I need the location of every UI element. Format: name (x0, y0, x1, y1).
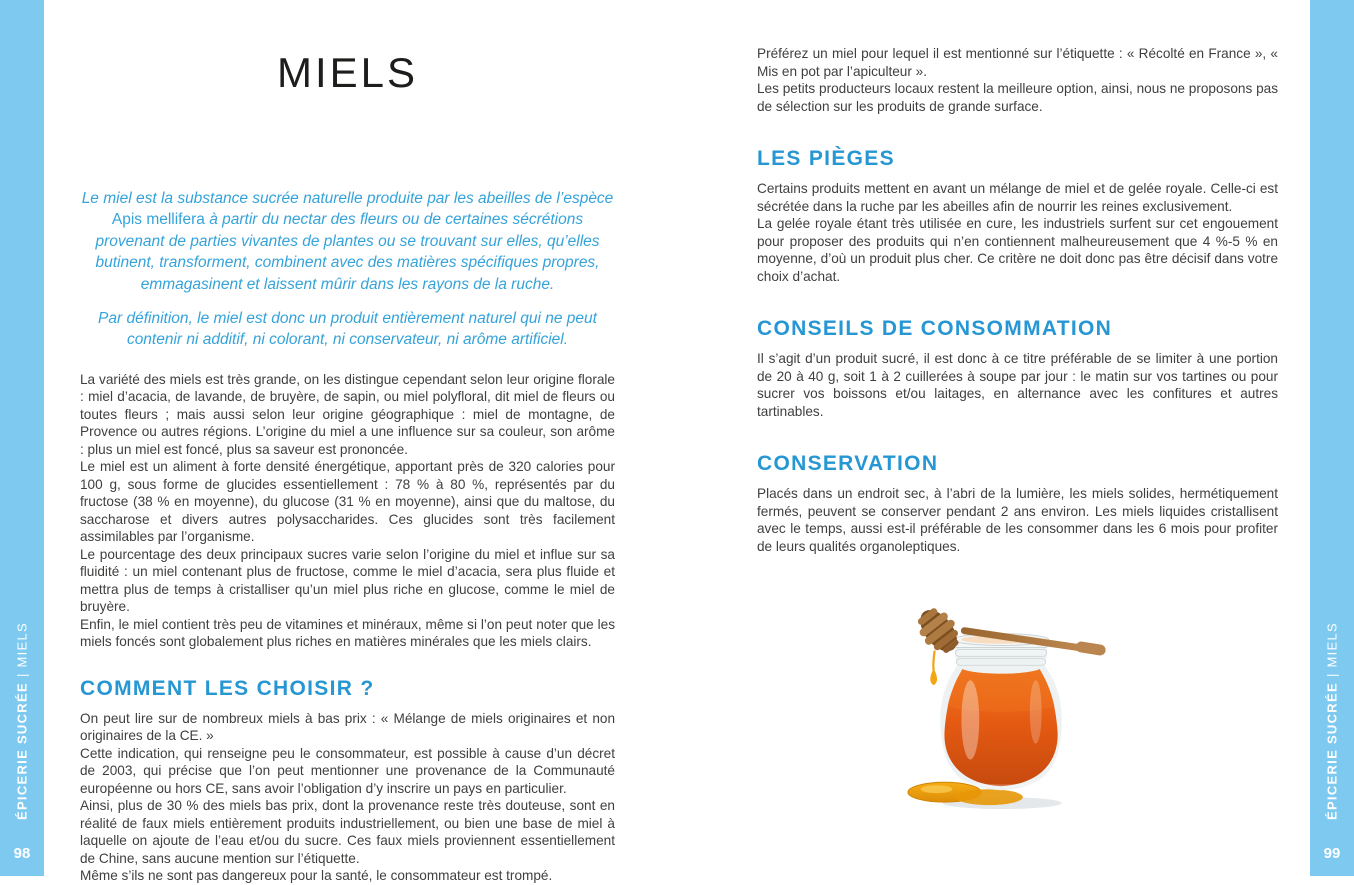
section-comment-les-choisir (80, 710, 615, 885)
body-paragraph: Cette indication, qui renseigne peu le consommateur, est possible à cause d’un décret de 2003, qui précise que l’on peut mentionner une provenance de la Communauté européenne ou hors CE, sans avoir l’obligation d’y inscrire un pays en particulier. (80, 745, 615, 796)
body-paragraph: Certains produits mettent en avant un mélange de miel et de gelée royale. Celle-ci est sécrétée dans la ruche par les abeilles afin de nourrir les reines exclusivement. (757, 181, 1278, 214)
body-paragraph: Enfin, le miel contient très peu de vitamines et minéraux, même si l’on peut noter que les miels foncés sont globalement plus riches en matières minérales que les miels clairs. (80, 616, 615, 650)
species-name: Apis mellifera (111, 211, 205, 229)
intro-paragraph-2: Par définition, le miel est donc un produit entièrement naturel qui ne peut contenir ni additif, ni colorant, ni conservateur, ni arôme artificiel. (98, 309, 597, 349)
section-conservation (757, 485, 1278, 555)
left-margin-band (0, 0, 44, 876)
body-paragraph: On peut lire sur de nombreux miels à bas prix : « Mélange de miels originaires et non originaires de la CE. » (80, 710, 615, 744)
chapter-intro (80, 188, 615, 351)
body-paragraph: Le miel est un aliment à forte densité énergétique, apportant près de 320 calories pour 100 g, sous forme de glucides essentiellement : 78 % à 80 %, représentés par du fructose (38 % en moyenne), du glucose (31 % en moyenne), ainsi que du maltose, du saccharose et divers autres polysaccharides. Ces glucides sont très facilement assimilables par l’organisme. (80, 459, 615, 545)
body-paragraph: Préférez un miel pour lequel il est mentionné sur l’étiquette : « Récolté en France », « Mis en pot par l’apiculteur ». (757, 46, 1278, 79)
intro-lead: Le miel est la substance sucrée naturelle produite par les abeilles de l’espèce (81, 190, 614, 207)
body-paragraph: Le pourcentage des deux principaux sucres varie selon l’origine du miel et influe sur sa fluidité : un miel contenant plus de fructose, comme le miel d’acacia, sera plus fluide et mettra plus de temps à cristalliser qu’un miel plus riche en glucose, comme le miel de bruyère. (80, 546, 615, 615)
body-paragraph: Placés dans un endroit sec, à l’abri de la lumière, les miels solides, hermétiquement fermés, peuvent se conserver pendant 2 ans environ. Les miels liquides cristallisent avec le temps, aussi est-il préférable de les consommer dans les 6 mois pour profiter de leurs qualités organoleptiques. (757, 486, 1278, 554)
honey-droplet (930, 668, 937, 685)
body-paragraph: La variété des miels est très grande, on les distingue cependant selon leur origine florale : miel d’acacia, de lavande, de bruyère, de sapin, ou miel polyfloral, dit miel de fleurs ou toutes fleurs ; mais aussi selon leur origine géographique : miel de montagne, de Provence ou autres régions. L’origine du miel a une influence sur sa couleur, son arôme : plus un miel est foncé, plus sa saveur est prononcée. (80, 371, 615, 457)
running-head-chapter: MIELS (1324, 621, 1340, 668)
running-head-section: ÉPICERIE SUCRÉE (14, 682, 30, 820)
section-heading-comment-les-choisir: COMMENT LES CHOISIR ? (80, 676, 375, 700)
honey-jar-photo (897, 590, 1115, 816)
right-margin-band (1310, 0, 1354, 876)
chapter-body (80, 371, 615, 651)
continued-body (757, 45, 1278, 115)
running-head-section: ÉPICERIE SUCRÉE (1324, 682, 1340, 820)
body-paragraph: La gelée royale étant très utilisée en cure, les industriels surfent sur cet engouement pour proposer des produits qui n’en contiennent malheureusement que 4 %-5 % en moyenne, d’où un produit plus cher. Ce critère ne doit donc pas être décisif dans votre choix d’achat. (757, 216, 1278, 284)
section-heading-conseils-de-consommation: CONSEILS DE CONSOMMATION (757, 317, 1113, 340)
section-les-pieges (757, 180, 1278, 285)
left-page-column (80, 0, 615, 885)
section-conseils-de-consommation (757, 350, 1278, 420)
intro-lead-continued: à partir du nectar des fleurs ou de certaines sécrétions provenant de parties vivantes de plantes ou se trouvant sur elles, qu’elles butinent, transforment, combinent avec des matières spécifiques propres, emmagasinent et laissent mûrir dans les rayons de la ruche. (95, 211, 600, 293)
right-page-number: 99 (1323, 845, 1341, 862)
honey-drip (933, 650, 934, 670)
chapter-title: MIELS (276, 49, 419, 96)
right-running-head (1325, 622, 1340, 820)
running-head-separator: | (14, 672, 30, 678)
honey-jar (940, 634, 1062, 791)
left-running-head (15, 622, 30, 820)
body-paragraph: Les petits producteurs locaux restent la meilleure option, ainsi, nous ne proposons pas de sélection sur les produits de grande surface. (757, 81, 1278, 114)
right-page-column (757, 0, 1278, 555)
section-heading-conservation: CONSERVATION (757, 452, 939, 475)
section-heading-les-pieges: LES PIÈGES (757, 147, 895, 170)
body-paragraph: Il s’agit d’un produit sucré, il est donc à ce titre préférable de se limiter à une portion de 20 à 40 g, soit 1 à 2 cuillerées à soupe par jour : le matin sur vos tartines ou pour sucrer vos boissons et/ou laitages, en alternance avec les confitures et autres tartinables. (757, 351, 1278, 419)
left-page-number: 98 (13, 845, 31, 862)
running-head-separator: | (1324, 672, 1340, 678)
intro-paragraph-1 (80, 188, 615, 295)
body-paragraph: Même s’ils ne sont pas dangereux pour la santé, le consommateur est trompé. (80, 868, 553, 884)
running-head-chapter: MIELS (14, 621, 30, 668)
body-paragraph: Ainsi, plus de 30 % des miels bas prix, dont la provenance reste très douteuse, sont en réalité de faux miels entièrement produits industriellement, ou bien une base de miel à laquelle on ajoute de l’eau et/ou du sucre. Ces faux miels proviennent essentiellement de Chine, sans aucune mention sur l’étiquette. (80, 798, 615, 866)
